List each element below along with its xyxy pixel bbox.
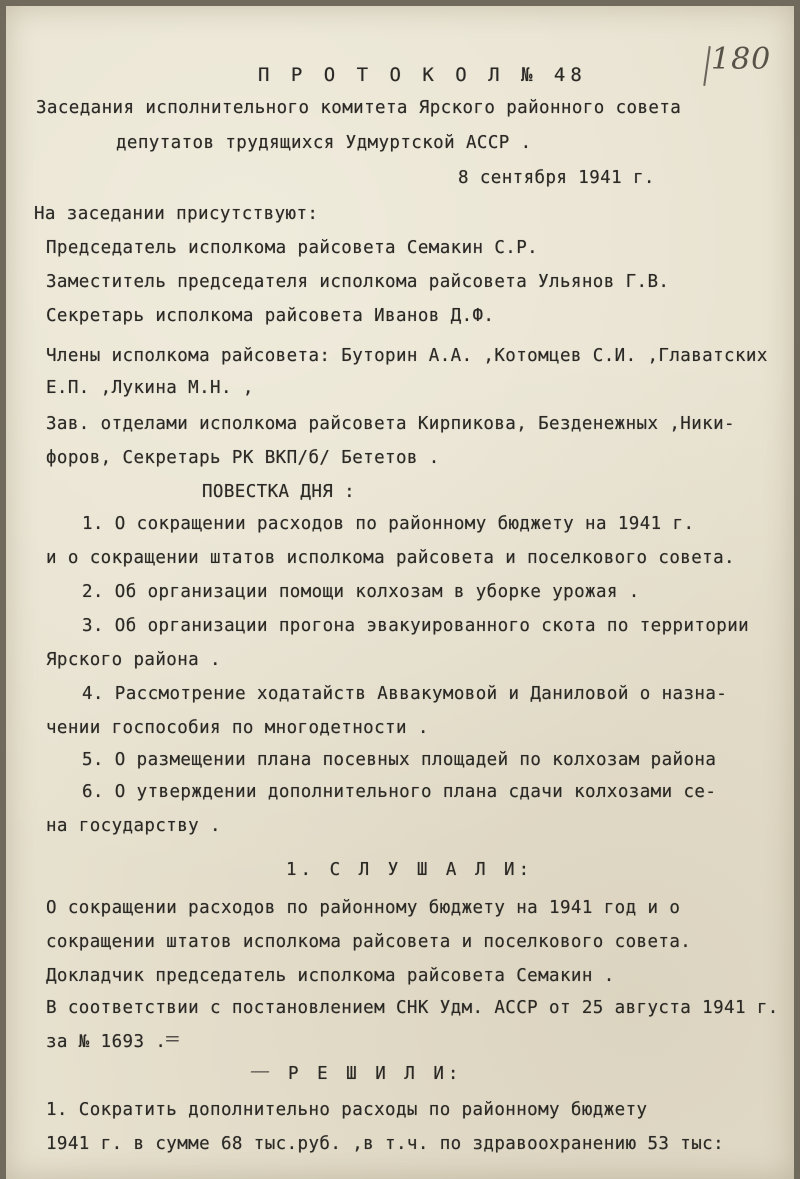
agenda-line: Ярского района . — [46, 650, 221, 670]
decision-line: 1941 г. в сумме 68 тыс.руб. ,в т.ч. по здравоохранению 53 тыс: — [46, 1134, 725, 1154]
attendance-line: форов, Секретарь РК ВКП/б/ Бететов . — [46, 448, 440, 468]
attendance-line: Зав. отделами исполкома райсовета Кирпикова, Безденежных ,Ники- — [46, 414, 735, 434]
agenda-line: 4. Рассмотрение ходатайств Аввакумовой и Даниловой о назна- — [82, 684, 728, 704]
attendance-line: Заместитель председателя исполкома райсовета Ульянов Г.В. — [46, 272, 670, 292]
section-heard-line: за № 1693 . — [46, 1032, 167, 1052]
attendance-heading: На заседании присутствуют: — [34, 204, 319, 224]
agenda-line: 6. О утверждении дополнительного плана сдачи колхозами се- — [82, 782, 717, 802]
section-heard-line: О сокращении расходов по районному бюджету на 1941 год и о — [46, 898, 681, 918]
section-heard-line: В соответствии с постановлением СНК Удм. АССР от 25 августа 1941 г. — [46, 998, 779, 1018]
protocol-title: П Р О Т О К О Л № 48 — [258, 64, 587, 86]
hand-mark: = — [164, 1026, 181, 1050]
protocol-subtitle-2: депутатов трудящихся Удмуртской АССР . — [116, 133, 532, 153]
decision-line: 1. Сократить дополнительно расходы по районному бюджету — [46, 1100, 648, 1120]
agenda-line: чении госпособия по многодетности . — [46, 718, 429, 738]
agenda-line: 5. О размещении плана посевных площадей по колхозам района — [82, 750, 717, 770]
decision-heading: Р Е Ш И Л И: — [288, 1064, 463, 1084]
agenda-line: на государству . — [46, 816, 221, 836]
section-heard-heading: 1. С Л У Ш А Л И: — [286, 860, 534, 880]
agenda-line: 1. О сокращении расходов по районному бюджету на 1941 г. — [82, 514, 695, 534]
protocol-subtitle-1: Заседания исполнительного комитета Ярского районного совета — [36, 98, 682, 118]
attendance-line: Председатель исполкома райсовета Семакин С.Р. — [46, 238, 539, 258]
section-heard-line: Докладчик председатель исполкома райсовета Семакин . — [46, 966, 615, 986]
attendance-line: Е.П. ,Лукина М.Н. , — [46, 378, 254, 398]
agenda-line: 3. Об организации прогона эвакуированного скота по территории — [82, 616, 750, 636]
hand-mark: — — [250, 1058, 270, 1082]
page-number-mark — [703, 46, 711, 86]
section-heard-line: сокращении штатов исполкома райсовета и поселкового совета. — [46, 932, 692, 952]
attendance-line: Секретарь исполкома райсовета Иванов Д.Ф. — [46, 306, 495, 326]
agenda-line: и о сокращении штатов исполкома райсовета и поселкового совета. — [46, 548, 735, 568]
protocol-date: 8 сентября 1941 г. — [458, 168, 655, 188]
agenda-line: 2. Об организации помощи колхозам в уборке урожая . — [82, 582, 640, 602]
document-page — [6, 6, 794, 1179]
page-number: 180 — [711, 42, 772, 77]
attendance-line: Члены исполкома райсовета: Буторин А.А. ,Котомцев С.И. ,Главатских — [46, 346, 768, 366]
agenda-heading: ПОВЕСТКА ДНЯ : — [202, 482, 356, 502]
